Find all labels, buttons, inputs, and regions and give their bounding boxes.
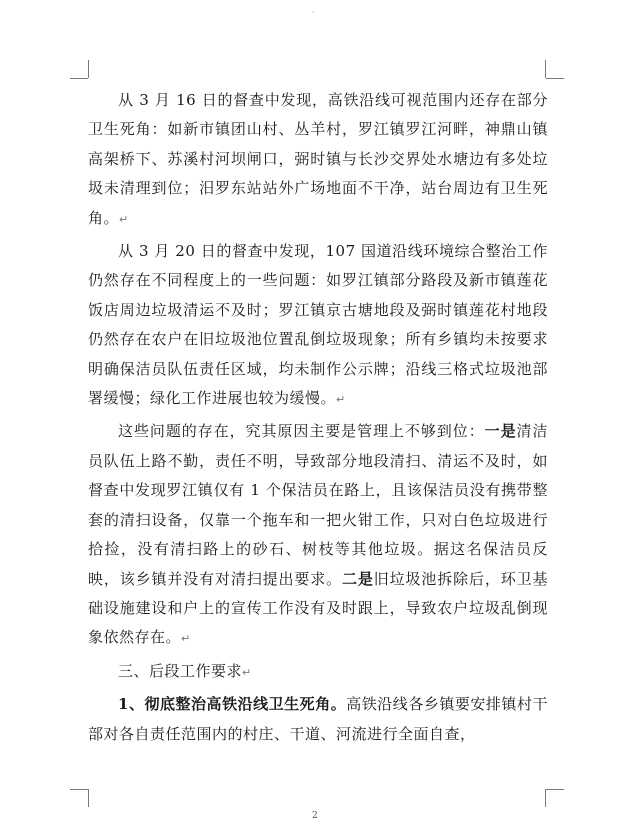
crop-mark-bottom-right-v: [545, 789, 546, 807]
bold-text-segment: 1、彻底整治高铁沿线卫生死角。: [118, 695, 347, 714]
crop-mark-top-left-h: [70, 78, 88, 79]
paragraph-mark-icon: ↵: [336, 393, 346, 407]
crop-mark-top-left-v: [88, 60, 89, 78]
crop-mark-top-right-v: [545, 60, 546, 78]
text-segment: 三、后段工作要求: [118, 661, 243, 680]
paragraph-mark-icon: ↵: [242, 665, 252, 679]
body-paragraph: [88, 86, 548, 234]
crop-mark-top-right-h: [546, 78, 564, 79]
bold-text-segment: 一是: [484, 422, 517, 441]
body-paragraph: [88, 237, 548, 414]
crop-mark-bottom-right-h: [546, 789, 564, 790]
body-paragraph: [88, 417, 548, 653]
crop-mark-bottom-left-h: [70, 789, 88, 790]
section-heading: [88, 657, 548, 687]
text-segment: 高铁沿线各乡镇要安排镇村干部对各自责任范围内的村庄、干道、河流进行全面自查，: [88, 695, 548, 743]
document-body: [88, 86, 548, 752]
paragraph-mark-icon: ↵: [181, 632, 191, 646]
text-segment: 从 3 月 16 日的督查中发现，高铁沿线可视范围内还存在部分卫生死角：如新市镇团山村、丛羊村，罗江镇罗江河畔，神鼎山镇高架桥下、苏溪村河坝闸口，弼时镇与长沙交界处水塘边有多处垃圾未清理到位；汨罗东站站外广场地面不干净，站台周边有卫生死角。: [88, 91, 548, 227]
body-paragraph: [88, 690, 548, 749]
top-dot-mark: ·: [312, 8, 315, 17]
crop-mark-bottom-left-v: [88, 789, 89, 807]
text-segment: 这些问题的存在，究其原因主要是管理上不够到位：: [118, 422, 485, 441]
text-segment: 从 3 月 20 日的督查中发现，107 国道沿线环境综合整治工作仍然存在不同程度上的一些问题：如罗江镇部分路段及新市镇莲花饭店周边垃圾清运不及时；罗江镇京古塘地段及弼时镇莲花村地段仍然存在农户在旧垃圾池位置乱倒垃圾现象；所有乡镇均未按要求明确保洁员队伍责任区域，均未制作公示牌；沿线三格式垃圾池部署缓慢；绿化工作进展也较为缓慢。: [88, 242, 548, 408]
text-segment: 旧垃圾池拆除后，环卫基础设施建设和户上的宣传工作没有及时跟上，导致农户垃圾乱倒现象依然存在。: [88, 569, 548, 647]
paragraph-mark-icon: ↵: [119, 212, 129, 226]
page-number: 2: [312, 811, 318, 821]
bold-text-segment: 二是: [341, 569, 374, 588]
text-segment: 清洁员队伍上路不勤，责任不明，导致部分地段清扫、清运不及时，如督查中发现罗江镇仅有 1 个保洁员在路上，且该保洁员没有携带整套的清扫设备，仅靠一个拖车和一把火钳工作，只对白色垃圾进行拾捡，没有清扫路上的砂石、树枝等其他垃圾。据这名保洁员反映，该乡镇并没有对清扫提出要求。: [88, 422, 548, 588]
